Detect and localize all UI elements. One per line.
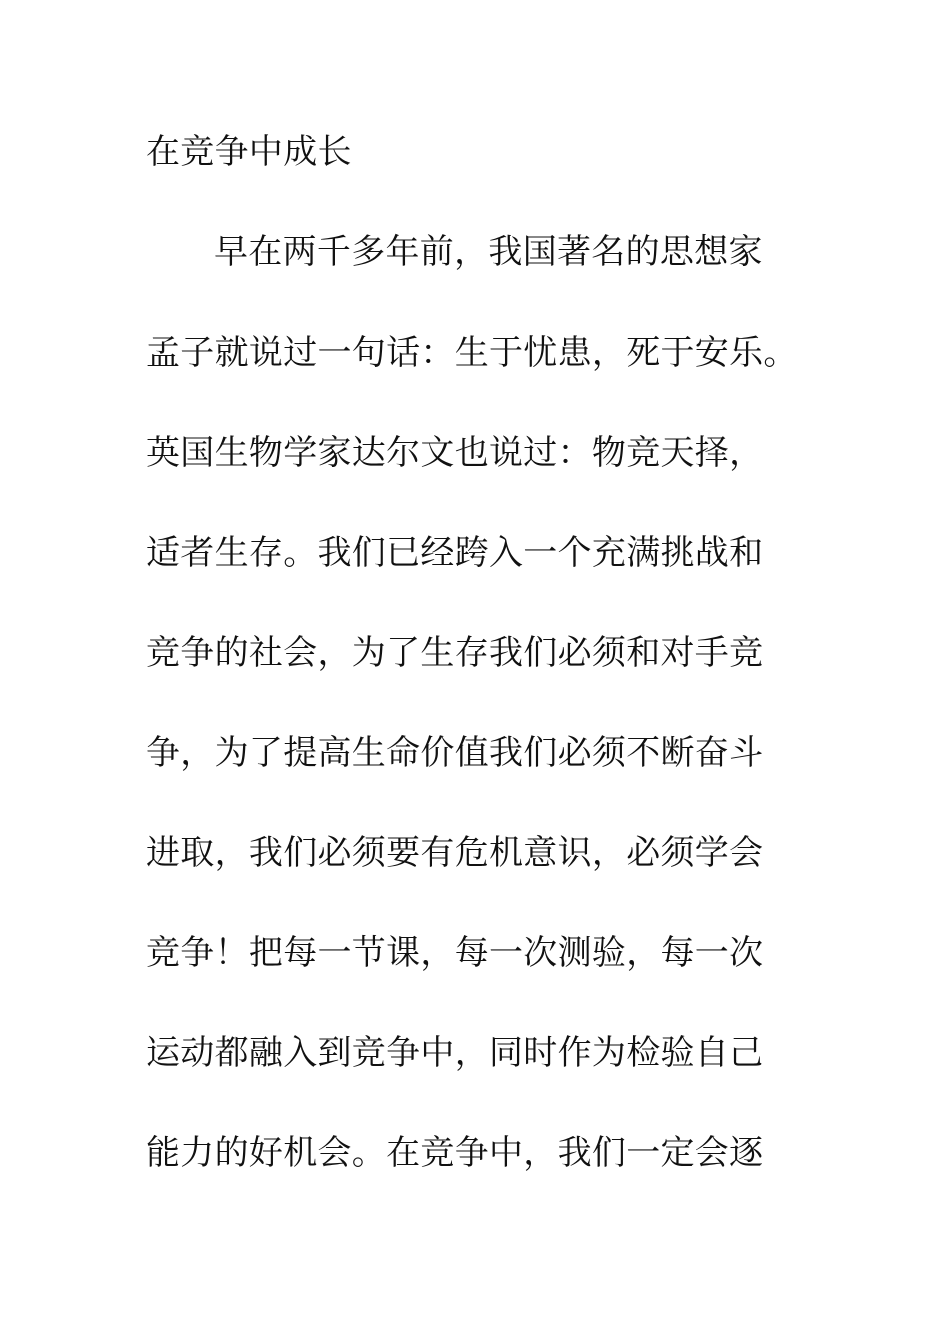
body-line-8: 竞争！把每一节课，每一次测验，每一次 — [146, 933, 764, 973]
body-line-9: 运动都融入到竞争中，同时作为检验自己 — [146, 1033, 764, 1073]
body-line-7: 进取，我们必须要有危机意识，必须学会 — [146, 833, 764, 873]
body-line-10: 能力的好机会。在竞争中，我们一定会逐 — [146, 1133, 764, 1173]
body-line-6: 争，为了提高生命价值我们必须不断奋斗 — [146, 733, 764, 773]
body-line-5: 竞争的社会，为了生存我们必须和对手竞 — [146, 633, 764, 673]
body-line-3: 英国生物学家达尔文也说过：物竞天择， — [146, 433, 764, 473]
body-line-2: 孟子就说过一句话：生于忧患，死于安乐。 — [146, 333, 798, 373]
body-line-1: 早在两千多年前，我国著名的思想家 — [214, 232, 763, 272]
document-title: 在竞争中成长 — [146, 132, 352, 172]
body-line-4: 适者生存。我们已经跨入一个充满挑战和 — [146, 533, 764, 573]
